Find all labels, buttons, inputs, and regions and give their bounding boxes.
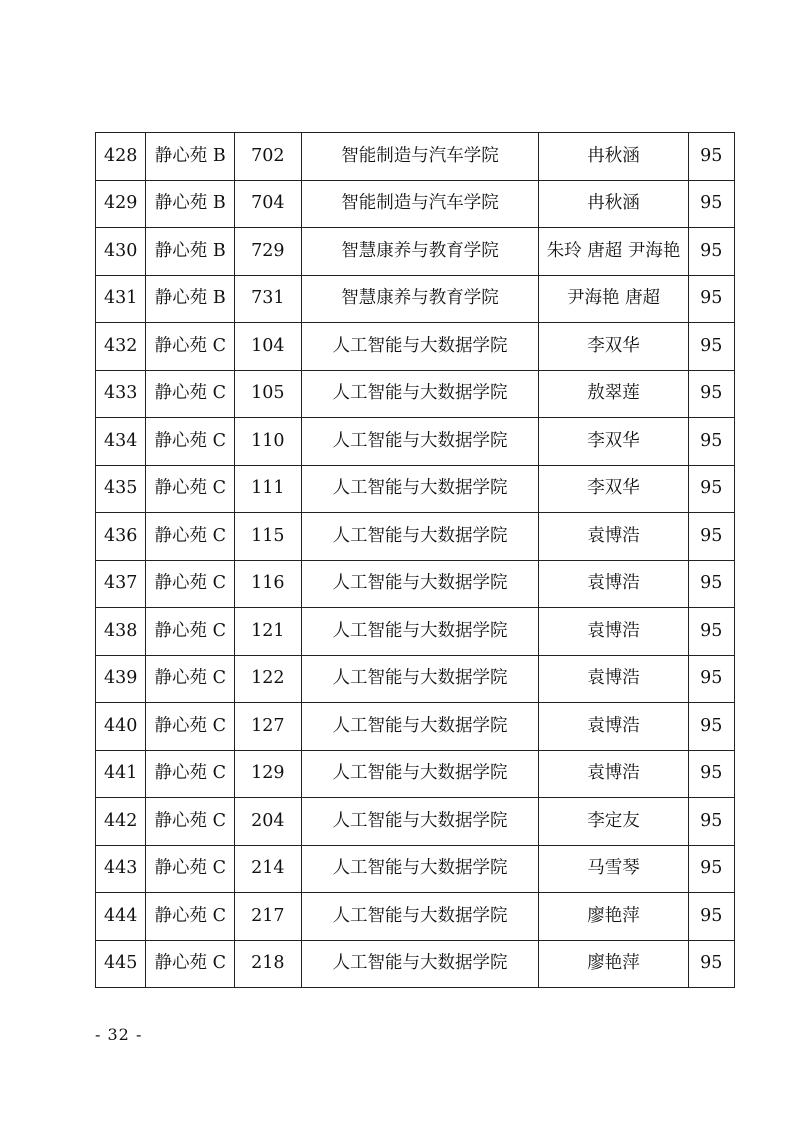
cell-building: 静心苑 C [146,845,235,893]
cell-college: 人工智能与大数据学院 [301,608,539,656]
table-row [96,608,735,656]
table-body [96,133,735,988]
cell-teacher: 李双华 [539,418,688,466]
table-row [96,418,735,466]
cell-building: 静心苑 C [146,418,235,466]
cell-row-number: 432 [96,323,146,371]
cell-row-number: 443 [96,845,146,893]
table-row [96,323,735,371]
cell-college: 智能制造与汽车学院 [301,133,539,181]
cell-building: 静心苑 C [146,750,235,798]
cell-college: 人工智能与大数据学院 [301,750,539,798]
cell-score: 95 [688,133,734,181]
cell-college: 人工智能与大数据学院 [301,370,539,418]
dormitory-score-table [95,132,735,988]
cell-score: 95 [688,228,734,276]
cell-teacher: 冉秋涵 [539,180,688,228]
cell-row-number: 435 [96,465,146,513]
cell-room-number: 111 [235,465,302,513]
cell-score: 95 [688,655,734,703]
cell-row-number: 442 [96,798,146,846]
cell-teacher: 敖翠莲 [539,370,688,418]
cell-teacher: 廖艳萍 [539,940,688,988]
table-row [96,465,735,513]
cell-college: 智能制造与汽车学院 [301,180,539,228]
cell-room-number: 704 [235,180,302,228]
cell-building: 静心苑 C [146,465,235,513]
cell-teacher: 冉秋涵 [539,133,688,181]
cell-score: 95 [688,180,734,228]
cell-college: 人工智能与大数据学院 [301,560,539,608]
cell-row-number: 430 [96,228,146,276]
table-row [96,655,735,703]
cell-building: 静心苑 C [146,608,235,656]
cell-row-number: 444 [96,893,146,941]
cell-teacher: 尹海艳 唐超 [539,275,688,323]
page-number: - 32 - [95,1025,143,1044]
cell-room-number: 217 [235,893,302,941]
cell-teacher: 马雪琴 [539,845,688,893]
cell-room-number: 105 [235,370,302,418]
cell-teacher: 廖艳萍 [539,893,688,941]
cell-building: 静心苑 C [146,513,235,561]
cell-row-number: 438 [96,608,146,656]
cell-building: 静心苑 B [146,180,235,228]
table-row [96,133,735,181]
cell-college: 人工智能与大数据学院 [301,845,539,893]
cell-building: 静心苑 C [146,370,235,418]
cell-building: 静心苑 C [146,893,235,941]
cell-room-number: 129 [235,750,302,798]
cell-college: 人工智能与大数据学院 [301,703,539,751]
table-row [96,228,735,276]
cell-college: 人工智能与大数据学院 [301,655,539,703]
cell-score: 95 [688,370,734,418]
table-row [96,275,735,323]
table-row [96,180,735,228]
cell-score: 95 [688,465,734,513]
cell-room-number: 702 [235,133,302,181]
cell-row-number: 445 [96,940,146,988]
cell-row-number: 433 [96,370,146,418]
cell-row-number: 434 [96,418,146,466]
cell-row-number: 437 [96,560,146,608]
table-row [96,703,735,751]
cell-room-number: 104 [235,323,302,371]
cell-score: 95 [688,608,734,656]
cell-teacher: 李双华 [539,465,688,513]
cell-row-number: 441 [96,750,146,798]
cell-row-number: 440 [96,703,146,751]
cell-score: 95 [688,418,734,466]
table-row [96,798,735,846]
cell-score: 95 [688,845,734,893]
cell-score: 95 [688,513,734,561]
table-row [96,750,735,798]
cell-row-number: 439 [96,655,146,703]
cell-room-number: 729 [235,228,302,276]
cell-building: 静心苑 C [146,323,235,371]
cell-room-number: 731 [235,275,302,323]
cell-room-number: 116 [235,560,302,608]
cell-room-number: 218 [235,940,302,988]
cell-building: 静心苑 C [146,560,235,608]
cell-row-number: 431 [96,275,146,323]
cell-score: 95 [688,323,734,371]
cell-college: 人工智能与大数据学院 [301,418,539,466]
cell-college: 人工智能与大数据学院 [301,323,539,371]
cell-teacher: 李定友 [539,798,688,846]
table-row [96,370,735,418]
cell-room-number: 122 [235,655,302,703]
cell-room-number: 204 [235,798,302,846]
cell-college: 人工智能与大数据学院 [301,798,539,846]
cell-row-number: 428 [96,133,146,181]
cell-row-number: 436 [96,513,146,561]
cell-teacher: 袁博浩 [539,655,688,703]
table-row [96,513,735,561]
cell-room-number: 121 [235,608,302,656]
cell-building: 静心苑 C [146,940,235,988]
cell-college: 智慧康养与教育学院 [301,228,539,276]
cell-score: 95 [688,893,734,941]
cell-score: 95 [688,560,734,608]
cell-room-number: 127 [235,703,302,751]
cell-building: 静心苑 C [146,655,235,703]
cell-building: 静心苑 B [146,133,235,181]
cell-score: 95 [688,798,734,846]
cell-row-number: 429 [96,180,146,228]
cell-score: 95 [688,940,734,988]
cell-teacher: 袁博浩 [539,560,688,608]
cell-building: 静心苑 B [146,275,235,323]
cell-teacher: 袁博浩 [539,608,688,656]
cell-college: 人工智能与大数据学院 [301,465,539,513]
cell-score: 95 [688,275,734,323]
cell-score: 95 [688,703,734,751]
table-row [96,893,735,941]
cell-room-number: 115 [235,513,302,561]
cell-college: 人工智能与大数据学院 [301,513,539,561]
cell-room-number: 110 [235,418,302,466]
cell-teacher: 朱玲 唐超 尹海艳 [539,228,688,276]
table-row [96,940,735,988]
cell-teacher: 袁博浩 [539,703,688,751]
cell-teacher: 袁博浩 [539,750,688,798]
cell-teacher: 袁博浩 [539,513,688,561]
cell-college: 人工智能与大数据学院 [301,940,539,988]
cell-building: 静心苑 C [146,703,235,751]
cell-teacher: 李双华 [539,323,688,371]
cell-score: 95 [688,750,734,798]
cell-room-number: 214 [235,845,302,893]
cell-college: 人工智能与大数据学院 [301,893,539,941]
cell-building: 静心苑 B [146,228,235,276]
table-row [96,560,735,608]
cell-college: 智慧康养与教育学院 [301,275,539,323]
table-row [96,845,735,893]
cell-building: 静心苑 C [146,798,235,846]
